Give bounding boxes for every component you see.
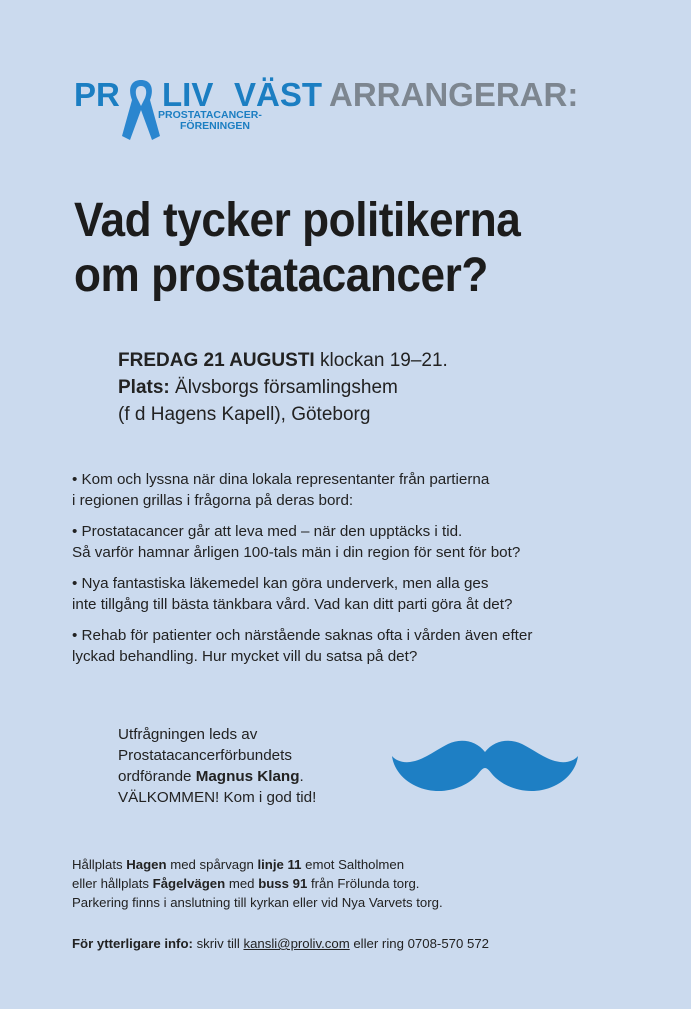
- event-date: FREDAG 21 AUGUSTI: [118, 350, 315, 371]
- bullet-item: [72, 521, 642, 563]
- event-place: Älvsborgs församlingshem: [169, 377, 398, 398]
- transport-text: med spårvagn: [166, 857, 258, 872]
- invite-line-3-post: .: [299, 768, 304, 785]
- bullet-line: • Kom och lyssna när dina lokala representanter från partierna: [72, 471, 490, 488]
- contact-pre: skriv till: [192, 936, 244, 951]
- contact-label: För ytterligare info:: [72, 936, 193, 951]
- bullet-line: i regionen grillas i frågorna på deras bord:: [72, 492, 354, 509]
- event-place-detail: (f d Hagens Kapell), Göteborg: [118, 404, 371, 425]
- bus-line: buss 91: [258, 876, 308, 891]
- event-date-line: [118, 347, 618, 374]
- transport-line-1: [72, 855, 652, 874]
- event-place-label: Plats:: [118, 377, 170, 398]
- bullet-line: inte tillgång till bästa tänkbara vård. Vad kan ditt parti göra åt det?: [72, 596, 513, 613]
- logo-text-liv: LIV: [162, 76, 214, 113]
- invite-line-1: Utfrågningen leds av: [118, 726, 258, 743]
- headline-line-2: om prostatacancer?: [74, 249, 488, 302]
- transport-text: Hållplats: [72, 857, 127, 872]
- email-link[interactable]: kansli@proliv.com: [243, 936, 350, 951]
- transport-text: eller hållplats: [72, 876, 153, 891]
- transport-text: från Frölunda torg.: [307, 876, 420, 891]
- bullet-item: [72, 573, 642, 615]
- logo-subtitle-line2: FÖRENINGEN: [180, 120, 251, 132]
- transport-text: emot Saltholmen: [301, 857, 405, 872]
- mustache-icon: [390, 738, 580, 800]
- headline: [74, 193, 626, 303]
- bullet-line: • Prostatacancer går att leva med – när den upptäcks i tid.: [72, 523, 463, 540]
- transport-info: [72, 855, 652, 912]
- invitation-text: [118, 724, 418, 808]
- stop-fagelvagen: Fågelvägen: [152, 876, 226, 891]
- contact-phone: eller ring 0708-570 572: [349, 936, 489, 951]
- bullet-item: [72, 625, 642, 667]
- invite-line-3-pre: ordförande: [118, 768, 196, 785]
- invite-line-4: VÄLKOMMEN! Kom i god tid!: [118, 789, 317, 806]
- parking-info: Parkering finns i anslutning till kyrkan eller vid Nya Varvets torg.: [72, 895, 443, 910]
- bullet-line: • Rehab för patienter och närstående saknas ofta i vården även efter: [72, 627, 533, 644]
- bullet-line: • Nya fantastiska läkemedel kan göra underverk, men alla ges: [72, 575, 489, 592]
- invite-line-2: Prostatacancerförbundets: [118, 747, 292, 764]
- event-place-line: [118, 374, 618, 401]
- event-time: klockan 19–21.: [314, 350, 448, 371]
- logo-header: [74, 76, 634, 146]
- contact-info: [72, 934, 672, 953]
- logo-subtitle-line1: PROSTATACANCER-: [158, 109, 262, 121]
- bullet-list: [72, 469, 642, 677]
- transport-line-2: [72, 874, 652, 893]
- stop-hagen: Hagen: [126, 857, 167, 872]
- logo-text-pr: PR: [74, 76, 120, 113]
- event-info: [118, 347, 618, 428]
- bullet-line: Så varför hamnar årligen 100-tals män i din region för sent för bot?: [72, 544, 521, 561]
- invite-line-3: [118, 766, 418, 787]
- headline-line-1: Vad tycker politikerna: [74, 194, 521, 247]
- moderator-name: Magnus Klang: [195, 768, 300, 785]
- bullet-item: [72, 469, 642, 511]
- transport-text: med: [225, 876, 259, 891]
- tram-line: linje 11: [257, 857, 302, 872]
- logo-text-arrangerar: ARRANGERAR:: [329, 76, 579, 113]
- bullet-line: lyckad behandling. Hur mycket vill du satsa på det?: [72, 648, 418, 665]
- logo-text-vast: VÄST: [234, 76, 323, 113]
